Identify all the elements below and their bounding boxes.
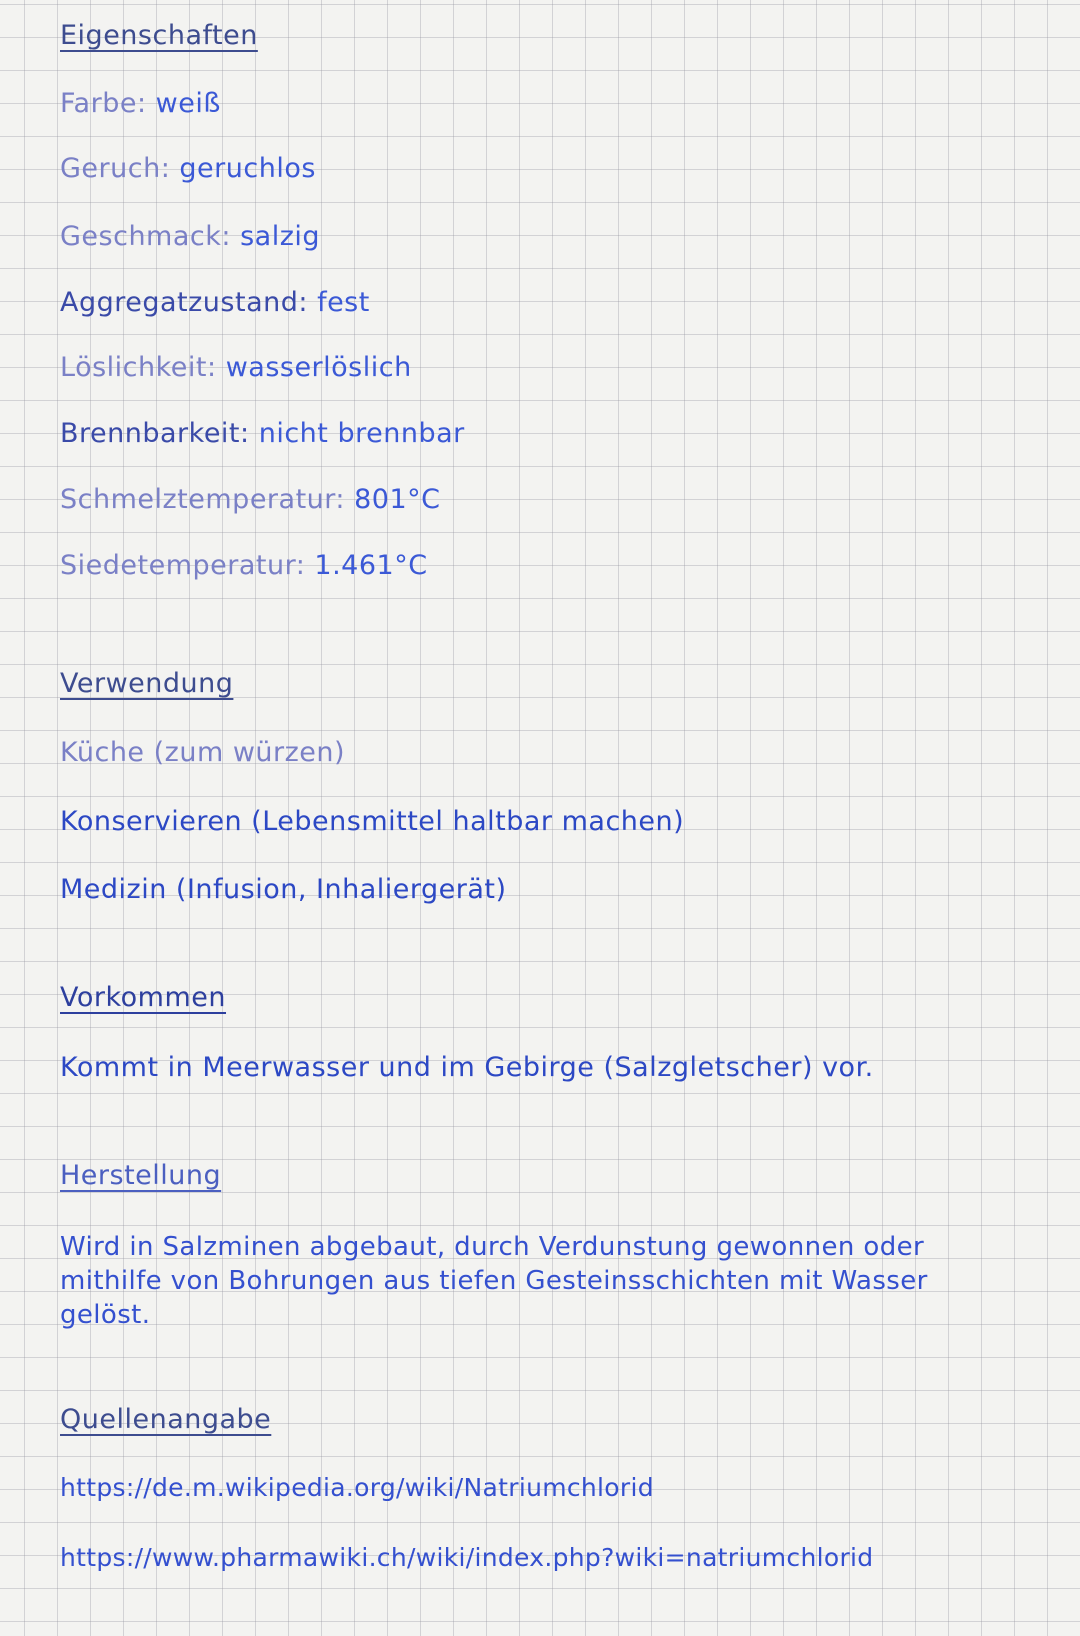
property-row <box>60 418 465 449</box>
property-row <box>60 287 370 318</box>
usage-item: Konservieren (Lebensmittel haltbar machen) <box>60 806 685 837</box>
property-value: 801°C <box>354 484 441 515</box>
property-value: geruchlos <box>179 153 316 184</box>
heading-occurrence: Vorkommen <box>60 982 227 1013</box>
heading-properties: Eigenschaften <box>60 20 258 51</box>
property-label: Schmelztemperatur: <box>60 484 345 515</box>
property-value: salzig <box>240 221 321 252</box>
property-value: weiß <box>155 88 221 119</box>
property-label: Aggregatzustand: <box>60 287 308 318</box>
occurrence-text: Kommt in Meerwasser und im Gebirge (Salzgletscher) vor. <box>60 1052 874 1083</box>
property-value: nicht brennbar <box>258 418 465 449</box>
usage-item: Küche (zum würzen) <box>60 737 346 768</box>
property-row <box>60 88 221 119</box>
property-row <box>60 484 440 515</box>
property-label: Geruch: <box>60 153 171 184</box>
property-label: Brennbarkeit: <box>60 418 250 449</box>
property-label: Geschmack: <box>60 221 231 252</box>
property-label: Siedetemperatur: <box>60 550 306 581</box>
property-row <box>60 153 316 184</box>
property-label: Farbe: <box>60 88 147 119</box>
property-value: 1.461°C <box>314 550 428 581</box>
property-label: Löslichkeit: <box>60 352 217 383</box>
property-row <box>60 550 428 581</box>
source-link[interactable]: https://de.m.wikipedia.org/wiki/Natriumchlorid <box>60 1473 654 1502</box>
production-text: Wird in Salzminen abgebaut, durch Verdunstung gewonnen oder mithilfe von Bohrungen aus tiefen Gesteinsschichten mit Wasser gelöst. <box>60 1232 928 1330</box>
heading-usage: Verwendung <box>60 668 234 699</box>
usage-item: Medizin (Infusion, Inhaliergerät) <box>60 874 507 905</box>
property-value: wasserlöslich <box>225 352 412 383</box>
property-row <box>60 221 320 252</box>
property-value: fest <box>317 287 370 318</box>
heading-sources: Quellenangabe <box>60 1404 272 1435</box>
property-row <box>60 352 412 383</box>
source-link[interactable]: https://www.pharmawiki.ch/wiki/index.php?wiki=natriumchlorid <box>60 1543 874 1572</box>
heading-production: Herstellung <box>60 1160 222 1191</box>
